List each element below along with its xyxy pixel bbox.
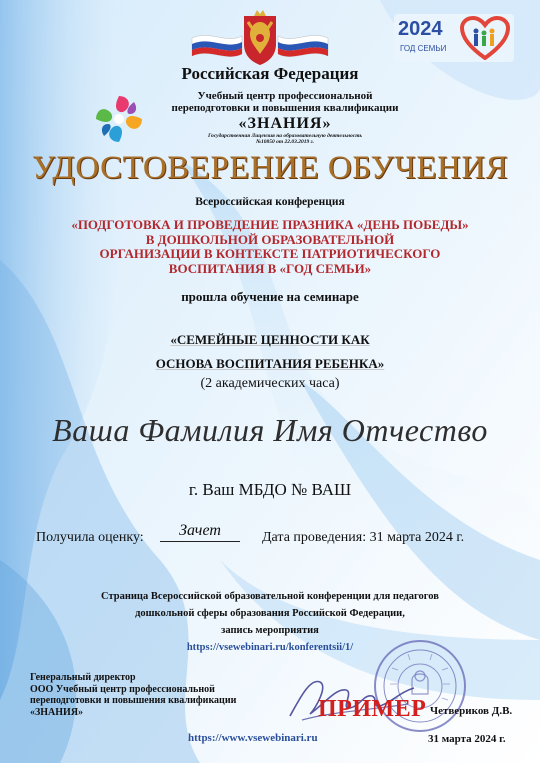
info-line-3: запись мероприятия xyxy=(221,625,319,636)
info-line-2: дошкольной сферы образования Российской Федерации, xyxy=(135,608,405,619)
website-link[interactable]: https://www.vsewebinari.ru xyxy=(188,732,318,744)
conference-title-line: «ПОДГОТОВКА И ПРОВЕДЕНИЕ ПРАЗНИКА «ДЕНЬ ПОБЕДЫ» xyxy=(71,217,469,232)
training-center-logo xyxy=(92,92,146,146)
conference-link[interactable]: https://vsewebinari.ru/konferentsii/1/ xyxy=(186,642,354,653)
recipient-name: Ваша Фамилия Имя Отчество xyxy=(52,412,488,448)
director-line-2: ООО Учебный центр профессиональной xyxy=(30,683,215,695)
conference-title xyxy=(40,218,500,276)
grade-label: Получила оценку: xyxy=(36,530,144,545)
coat-of-arms-icon xyxy=(190,8,330,66)
director-line-4: «ЗНАНИЯ» xyxy=(30,706,84,718)
org-name: «ЗНАНИЯ» xyxy=(238,115,332,132)
date-held: Дата проведения: 31 марта 2024 г. xyxy=(262,530,465,545)
org-line-1: Учебный центр профессиональной xyxy=(197,90,373,102)
country-heading: Российская Федерация xyxy=(181,64,359,83)
director-line-3: переподготовки и повышения квалификации xyxy=(30,695,237,706)
document-title: УДОСТОВЕРЕНИЕ ОБУЧЕНИЯ xyxy=(31,150,509,186)
conference-title-line: В ДОШКОЛЬНОЙ ОБРАЗОВАТЕЛЬНОЙ xyxy=(145,231,395,247)
conference-title-line: ОРГАНИЗАЦИИ В КОНТЕКСТЕ ПАТРИОТИЧЕСКОГО xyxy=(99,246,441,261)
conference-type: Всероссийская конференция xyxy=(195,196,345,208)
year-logo-year: 2024 xyxy=(398,18,443,40)
seminar-title xyxy=(60,328,480,376)
completion-text: прошла обучение на семинаре xyxy=(181,289,359,304)
license-line-1: Государственная Лицензия на образовательную деятельность xyxy=(207,133,363,139)
director-line-1: Генеральный директор xyxy=(30,672,136,683)
license-line-2: №10850 от 22.03.2019 г. xyxy=(255,139,315,145)
conference-title-line: ВОСПИТАНИЯ В «ГОД СЕМЬИ» xyxy=(168,260,372,276)
school-text: г. Ваш МБДО № ВАШ xyxy=(188,480,352,499)
watermark-sample: ПРИМЕР xyxy=(318,696,427,722)
license-text xyxy=(150,133,420,145)
seminar-title-line: «СЕМЕЙНЫЕ ЦЕННОСТИ КАК xyxy=(170,332,370,347)
info-line-1: Страница Всероссийской образовательной конференции для педагогов xyxy=(101,591,439,602)
grade-value: Зачет xyxy=(160,522,240,542)
signature-date: 31 марта 2024 г. xyxy=(428,733,506,745)
family-heart-icon xyxy=(460,16,510,60)
seminar-title-line: ОСНОВА ВОСПИТАНИЯ РЕБЕНКА» xyxy=(155,356,385,371)
signer-name: Четвериков Д.В. xyxy=(430,705,513,717)
year-of-family-logo xyxy=(394,14,514,62)
hours-text: (2 академических часа) xyxy=(200,376,340,391)
year-logo-caption: ГОД СЕМЬИ xyxy=(400,44,447,53)
org-line-2: переподготовки и повышения квалификации xyxy=(171,102,399,114)
org-description xyxy=(150,90,420,114)
director-block xyxy=(30,672,280,718)
